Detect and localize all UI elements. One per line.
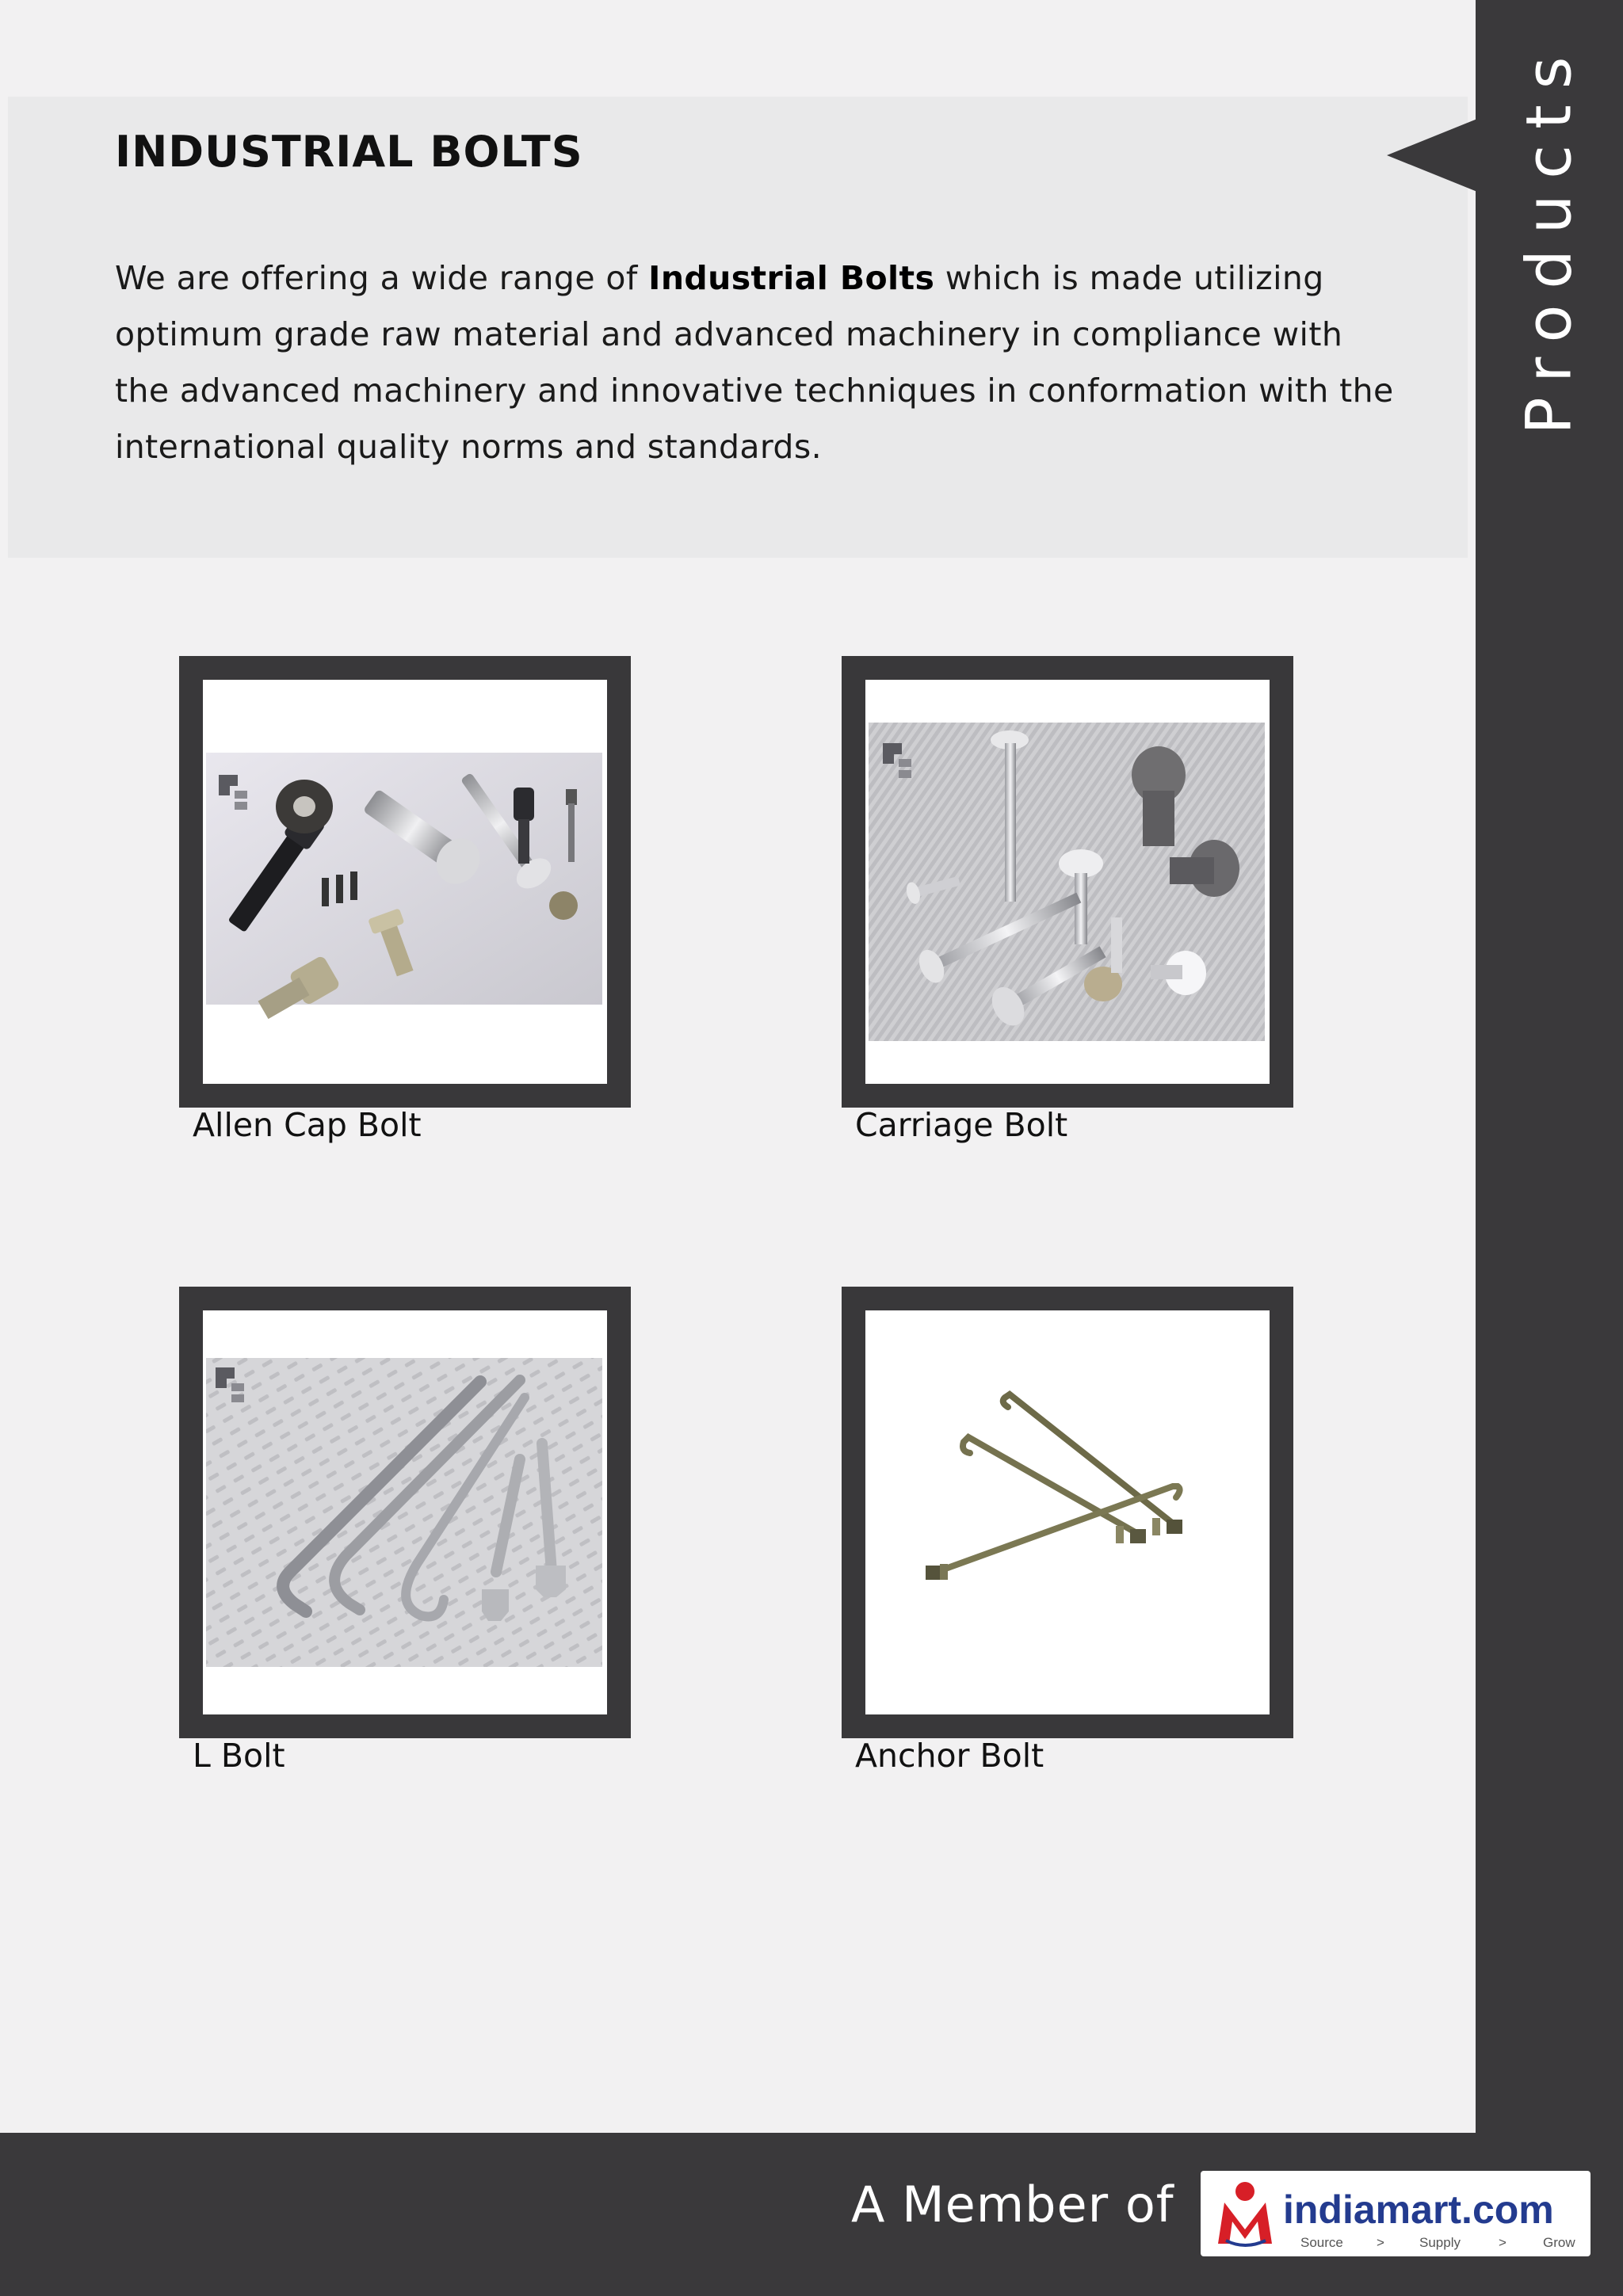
logo-tagline-grow: Grow [1543,2235,1575,2250]
allen-cap-bolt-photo [203,680,607,1084]
sidebar-label: Products [1514,40,1586,435]
l-bolt-photo [203,1310,607,1714]
page-title: INDUSTRIAL BOLTS [115,127,583,177]
carriage-bolt-photo [865,680,1270,1084]
logo-tagline-source: Source [1300,2235,1343,2250]
sidebar-label-wrap [1476,0,1623,475]
indiamart-logo[interactable] [1201,2171,1591,2256]
logo-tagline-sep-2: > [1499,2235,1507,2250]
product-card-carriage-bolt[interactable] [842,656,1293,1108]
anchor-bolt-photo [865,1310,1270,1714]
intro-rest: which is made utilizing optimum grade raw material and advanced machinery in compliance with the advanced machinery and innovative techniques in conformation with the international quality norms and standards. [115,259,1394,466]
sidebar-pointer-arrow [1387,119,1477,192]
logo-tagline-sep-1: > [1377,2235,1384,2250]
product-caption-l-bolt: L Bolt [193,1737,285,1775]
product-card-allen-cap-bolt[interactable] [179,656,631,1108]
product-caption-anchor-bolt: Anchor Bolt [855,1737,1044,1775]
intro-paragraph [115,250,1399,475]
product-card-l-bolt[interactable] [179,1287,631,1738]
product-caption-allen-cap-bolt: Allen Cap Bolt [193,1106,422,1144]
intro-bold: Industrial Bolts [648,259,935,297]
product-card-anchor-bolt[interactable] [842,1287,1293,1738]
logo-brand-text: indiamart.com [1283,2187,1554,2232]
member-of-text: A Member of [851,2176,1174,2233]
intro-lead: We are offering a wide range of [115,259,649,297]
product-caption-carriage-bolt: Carriage Bolt [855,1106,1068,1144]
logo-tagline-supply: Supply [1419,2235,1461,2250]
